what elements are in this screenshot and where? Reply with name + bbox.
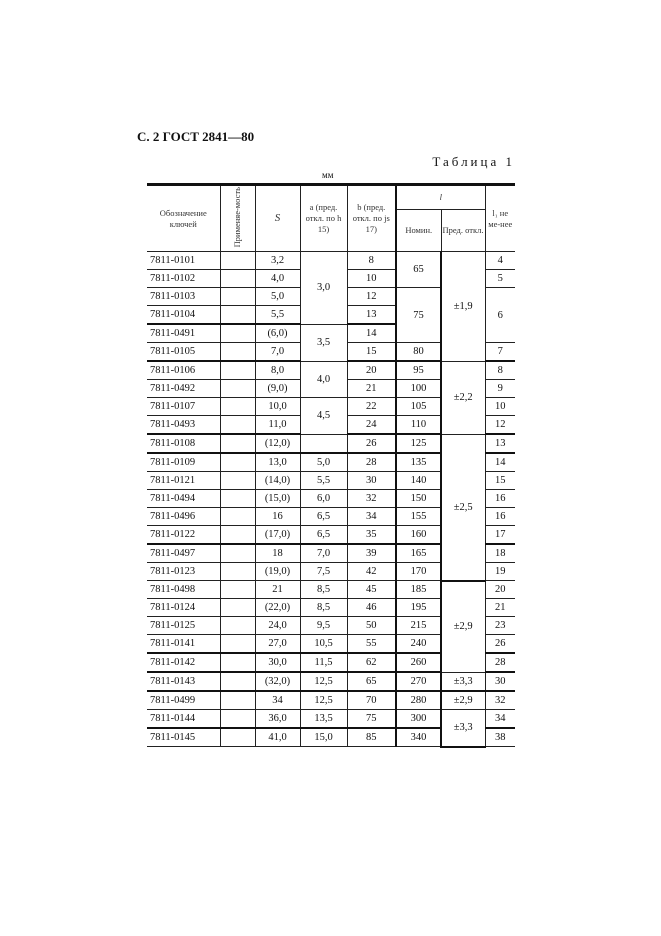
a-cell: 8,5 bbox=[300, 599, 347, 617]
b-cell: 20 bbox=[347, 361, 396, 380]
a-cell bbox=[300, 434, 347, 453]
applicability-cell bbox=[220, 361, 255, 380]
designation-cell: 7811-0124 bbox=[147, 599, 220, 617]
l-nominal-cell: 150 bbox=[396, 490, 441, 508]
l1-cell: 21 bbox=[485, 599, 515, 617]
l1-cell: 7 bbox=[485, 343, 515, 362]
table-row bbox=[147, 361, 515, 380]
a-cell: 8,5 bbox=[300, 581, 347, 599]
l-nominal-cell: 300 bbox=[396, 710, 441, 729]
a-cell: 6,5 bbox=[300, 508, 347, 526]
l-tolerance-cell: ±2,9 bbox=[441, 581, 485, 673]
l1-cell: 9 bbox=[485, 380, 515, 398]
b-cell: 32 bbox=[347, 490, 396, 508]
b-cell: 39 bbox=[347, 544, 396, 563]
designation-cell: 7811-0497 bbox=[147, 544, 220, 563]
l1-cell: 34 bbox=[485, 710, 515, 729]
s-cell: 13,0 bbox=[255, 453, 300, 472]
applicability-cell bbox=[220, 306, 255, 325]
units-label: мм bbox=[322, 170, 334, 180]
applicability-cell bbox=[220, 343, 255, 362]
designation-cell: 7811-0122 bbox=[147, 526, 220, 545]
applicability-cell bbox=[220, 599, 255, 617]
a-cell: 4,5 bbox=[300, 398, 347, 435]
s-cell: 41,0 bbox=[255, 728, 300, 747]
applicability-cell bbox=[220, 563, 255, 581]
s-cell: 34 bbox=[255, 691, 300, 710]
designation-cell: 7811-0103 bbox=[147, 288, 220, 306]
header-a: a (пред. откл. по h 15) bbox=[300, 185, 347, 252]
applicability-cell bbox=[220, 434, 255, 453]
s-cell: (19,0) bbox=[255, 563, 300, 581]
l1-cell: 10 bbox=[485, 398, 515, 416]
a-cell: 12,5 bbox=[300, 672, 347, 691]
designation-cell: 7811-0491 bbox=[147, 324, 220, 343]
table-row bbox=[147, 672, 515, 691]
l-nominal-cell: 105 bbox=[396, 398, 441, 416]
l1-cell: 6 bbox=[485, 288, 515, 343]
table-row bbox=[147, 252, 515, 270]
designation-cell: 7811-0106 bbox=[147, 361, 220, 380]
applicability-cell bbox=[220, 252, 255, 270]
s-cell: 36,0 bbox=[255, 710, 300, 729]
b-cell: 30 bbox=[347, 472, 396, 490]
applicability-cell bbox=[220, 653, 255, 672]
b-cell: 15 bbox=[347, 343, 396, 362]
l1-cell: 19 bbox=[485, 563, 515, 581]
table-row bbox=[147, 434, 515, 453]
s-cell: (12,0) bbox=[255, 434, 300, 453]
l1-cell: 17 bbox=[485, 526, 515, 545]
l1-cell: 14 bbox=[485, 453, 515, 472]
header-applicability-text: Применяе-мость bbox=[232, 186, 242, 248]
designation-cell: 7811-0101 bbox=[147, 252, 220, 270]
applicability-cell bbox=[220, 710, 255, 729]
table-row bbox=[147, 691, 515, 710]
s-cell: 8,0 bbox=[255, 361, 300, 380]
l-nominal-cell: 340 bbox=[396, 728, 441, 747]
b-cell: 62 bbox=[347, 653, 396, 672]
s-cell: 30,0 bbox=[255, 653, 300, 672]
l-nominal-cell: 95 bbox=[396, 361, 441, 380]
designation-cell: 7811-0102 bbox=[147, 270, 220, 288]
l-nominal-cell: 65 bbox=[396, 252, 441, 288]
l1-cell: 30 bbox=[485, 672, 515, 691]
s-cell: (14,0) bbox=[255, 472, 300, 490]
designation-cell: 7811-0105 bbox=[147, 343, 220, 362]
a-cell: 3,0 bbox=[300, 252, 347, 325]
s-cell: 7,0 bbox=[255, 343, 300, 362]
header-designation: Обозначение ключей bbox=[147, 185, 220, 252]
a-cell: 5,0 bbox=[300, 453, 347, 472]
designation-cell: 7811-0498 bbox=[147, 581, 220, 599]
b-cell: 13 bbox=[347, 306, 396, 325]
designation-cell: 7811-0493 bbox=[147, 416, 220, 435]
b-cell: 28 bbox=[347, 453, 396, 472]
l1-cell: 15 bbox=[485, 472, 515, 490]
b-cell: 45 bbox=[347, 581, 396, 599]
l-nominal-cell: 75 bbox=[396, 288, 441, 343]
l-nominal-cell: 270 bbox=[396, 672, 441, 691]
designation-cell: 7811-0143 bbox=[147, 672, 220, 691]
a-cell: 5,5 bbox=[300, 472, 347, 490]
applicability-cell bbox=[220, 398, 255, 416]
table-body bbox=[147, 252, 515, 747]
s-cell: (32,0) bbox=[255, 672, 300, 691]
l-nominal-cell: 110 bbox=[396, 416, 441, 435]
applicability-cell bbox=[220, 544, 255, 563]
applicability-cell bbox=[220, 672, 255, 691]
s-cell: 5,0 bbox=[255, 288, 300, 306]
b-cell: 55 bbox=[347, 635, 396, 654]
designation-cell: 7811-0492 bbox=[147, 380, 220, 398]
header-s: S bbox=[255, 185, 300, 252]
s-cell: (9,0) bbox=[255, 380, 300, 398]
a-cell: 10,5 bbox=[300, 635, 347, 654]
applicability-cell bbox=[220, 416, 255, 435]
b-cell: 22 bbox=[347, 398, 396, 416]
applicability-cell bbox=[220, 453, 255, 472]
a-cell: 4,0 bbox=[300, 361, 347, 398]
s-cell: 24,0 bbox=[255, 617, 300, 635]
b-cell: 12 bbox=[347, 288, 396, 306]
l1-cell: 26 bbox=[485, 635, 515, 654]
designation-cell: 7811-0144 bbox=[147, 710, 220, 729]
applicability-cell bbox=[220, 324, 255, 343]
l-nominal-cell: 215 bbox=[396, 617, 441, 635]
designation-cell: 7811-0499 bbox=[147, 691, 220, 710]
l-tolerance-cell: ±3,3 bbox=[441, 672, 485, 691]
designation-cell: 7811-0141 bbox=[147, 635, 220, 654]
b-cell: 65 bbox=[347, 672, 396, 691]
applicability-cell bbox=[220, 526, 255, 545]
l1-cell: 32 bbox=[485, 691, 515, 710]
applicability-cell bbox=[220, 270, 255, 288]
applicability-cell bbox=[220, 617, 255, 635]
l-nominal-cell: 280 bbox=[396, 691, 441, 710]
s-cell: 5,5 bbox=[255, 306, 300, 325]
designation-cell: 7811-0108 bbox=[147, 434, 220, 453]
l-tolerance-cell: ±2,9 bbox=[441, 691, 485, 710]
designation-cell: 7811-0142 bbox=[147, 653, 220, 672]
l-nominal-cell: 155 bbox=[396, 508, 441, 526]
designation-cell: 7811-0107 bbox=[147, 398, 220, 416]
l-nominal-cell: 125 bbox=[396, 434, 441, 453]
l1-cell: 38 bbox=[485, 728, 515, 747]
s-cell: 10,0 bbox=[255, 398, 300, 416]
designation-cell: 7811-0145 bbox=[147, 728, 220, 747]
header-b: b (пред. откл. по js 17) bbox=[347, 185, 396, 252]
designation-cell: 7811-0494 bbox=[147, 490, 220, 508]
applicability-cell bbox=[220, 635, 255, 654]
l-tolerance-cell: ±2,5 bbox=[441, 434, 485, 581]
l1-cell: 18 bbox=[485, 544, 515, 563]
designation-cell: 7811-0123 bbox=[147, 563, 220, 581]
l1-cell: 16 bbox=[485, 490, 515, 508]
s-cell: 3,2 bbox=[255, 252, 300, 270]
l-nominal-cell: 135 bbox=[396, 453, 441, 472]
a-cell: 12,5 bbox=[300, 691, 347, 710]
table-row bbox=[147, 581, 515, 599]
l-nominal-cell: 140 bbox=[396, 472, 441, 490]
s-cell: 16 bbox=[255, 508, 300, 526]
s-cell: 21 bbox=[255, 581, 300, 599]
a-cell: 15,0 bbox=[300, 728, 347, 747]
l1-cell: 4 bbox=[485, 252, 515, 270]
a-cell: 9,5 bbox=[300, 617, 347, 635]
b-cell: 14 bbox=[347, 324, 396, 343]
s-cell: (6,0) bbox=[255, 324, 300, 343]
a-cell: 3,5 bbox=[300, 324, 347, 361]
applicability-cell bbox=[220, 728, 255, 747]
b-cell: 46 bbox=[347, 599, 396, 617]
l1-cell: 8 bbox=[485, 361, 515, 380]
keys-table bbox=[147, 183, 515, 748]
b-cell: 21 bbox=[347, 380, 396, 398]
l-nominal-cell: 170 bbox=[396, 563, 441, 581]
header-l: l bbox=[396, 185, 485, 210]
l-nominal-cell: 195 bbox=[396, 599, 441, 617]
header-l-tolerance: Пред. откл. bbox=[441, 210, 485, 252]
applicability-cell bbox=[220, 288, 255, 306]
designation-cell: 7811-0496 bbox=[147, 508, 220, 526]
b-cell: 70 bbox=[347, 691, 396, 710]
l1-cell: 12 bbox=[485, 416, 515, 435]
l-nominal-cell: 185 bbox=[396, 581, 441, 599]
b-cell: 75 bbox=[347, 710, 396, 729]
a-cell: 11,5 bbox=[300, 653, 347, 672]
l-nominal-cell: 240 bbox=[396, 635, 441, 654]
s-cell: 27,0 bbox=[255, 635, 300, 654]
l1-cell: 5 bbox=[485, 270, 515, 288]
applicability-cell bbox=[220, 581, 255, 599]
designation-cell: 7811-0125 bbox=[147, 617, 220, 635]
b-cell: 42 bbox=[347, 563, 396, 581]
b-cell: 26 bbox=[347, 434, 396, 453]
l1-cell: 13 bbox=[485, 434, 515, 453]
l-nominal-cell: 260 bbox=[396, 653, 441, 672]
a-cell: 7,5 bbox=[300, 563, 347, 581]
designation-cell: 7811-0104 bbox=[147, 306, 220, 325]
l-tolerance-cell: ±1,9 bbox=[441, 252, 485, 362]
b-cell: 35 bbox=[347, 526, 396, 545]
applicability-cell bbox=[220, 508, 255, 526]
l1-cell: 28 bbox=[485, 653, 515, 672]
applicability-cell bbox=[220, 691, 255, 710]
header-l-nominal: Номин. bbox=[396, 210, 441, 252]
page-header: С. 2 ГОСТ 2841—80 bbox=[137, 129, 255, 144]
table-row bbox=[147, 710, 515, 729]
designation-cell: 7811-0121 bbox=[147, 472, 220, 490]
l-nominal-cell: 80 bbox=[396, 343, 441, 362]
l-tolerance-cell: ±3,3 bbox=[441, 710, 485, 747]
a-cell: 6,0 bbox=[300, 490, 347, 508]
header-l1: l₁ не ме-нее bbox=[485, 185, 515, 252]
applicability-cell bbox=[220, 490, 255, 508]
applicability-cell bbox=[220, 380, 255, 398]
b-cell: 34 bbox=[347, 508, 396, 526]
l1-cell: 20 bbox=[485, 581, 515, 599]
l-nominal-cell: 165 bbox=[396, 544, 441, 563]
l-nominal-cell: 100 bbox=[396, 380, 441, 398]
a-cell: 6,5 bbox=[300, 526, 347, 545]
a-cell: 13,5 bbox=[300, 710, 347, 729]
table-label: Таблица 1 bbox=[432, 154, 515, 169]
a-cell: 7,0 bbox=[300, 544, 347, 563]
b-cell: 50 bbox=[347, 617, 396, 635]
s-cell: (15,0) bbox=[255, 490, 300, 508]
l-tolerance-cell: ±2,2 bbox=[441, 361, 485, 434]
b-cell: 8 bbox=[347, 252, 396, 270]
l-nominal-cell: 160 bbox=[396, 526, 441, 545]
header-applicability bbox=[220, 185, 255, 252]
b-cell: 10 bbox=[347, 270, 396, 288]
s-cell: 18 bbox=[255, 544, 300, 563]
b-cell: 24 bbox=[347, 416, 396, 435]
s-cell: (17,0) bbox=[255, 526, 300, 545]
b-cell: 85 bbox=[347, 728, 396, 747]
s-cell: 4,0 bbox=[255, 270, 300, 288]
l1-cell: 23 bbox=[485, 617, 515, 635]
s-cell: 11,0 bbox=[255, 416, 300, 435]
designation-cell: 7811-0109 bbox=[147, 453, 220, 472]
s-cell: (22,0) bbox=[255, 599, 300, 617]
applicability-cell bbox=[220, 472, 255, 490]
l1-cell: 16 bbox=[485, 508, 515, 526]
